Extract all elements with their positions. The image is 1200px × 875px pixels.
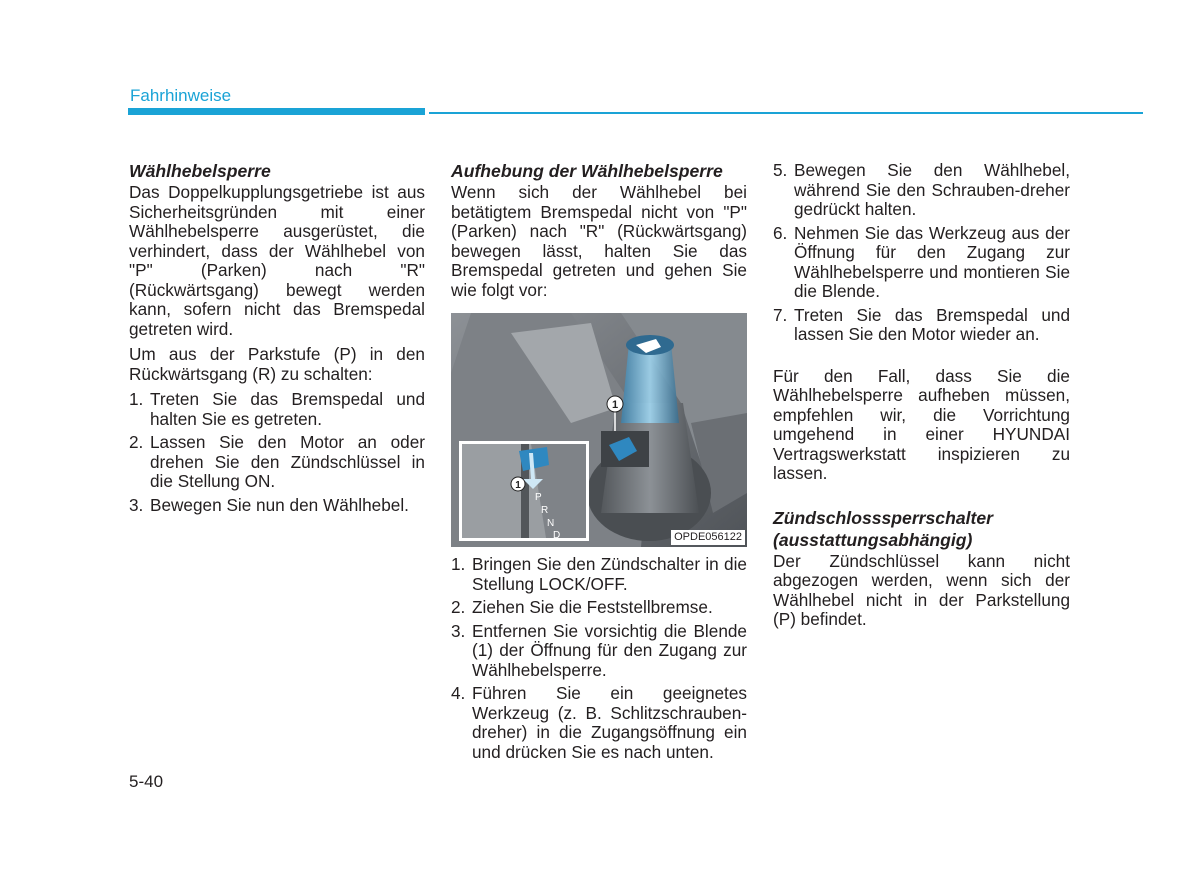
column-middle <box>451 161 747 766</box>
figure-code: OPDE056122 <box>671 530 745 545</box>
steps-list-3 <box>773 161 1070 345</box>
column-left <box>129 161 425 519</box>
list-item: 2. Ziehen Sie die Feststellbremse. <box>451 597 713 617</box>
steps-list-1 <box>129 390 425 515</box>
list-item: 1. Bringen Sie den Zündschalter in die Stellung LOCK/OFF. <box>451 554 747 594</box>
paragraph-note: Für den Fall, dass Sie die Wählhebelsperre aufheben müssen, empfehlen wir, die Vorrichtung umgehend in einer HYUNDAI Vertragswerkstatt inspizieren zu lassen. <box>773 365 1070 483</box>
heading-zuendschloss: Zündschlosssperrschalter <box>773 507 993 528</box>
header-rule <box>429 112 1143 114</box>
callout-main: 1 <box>611 399 619 411</box>
paragraph-zuendschloss: Der Zündschlüssel kann nicht abgezogen werden, wenn sich der Wählhebel nicht in der Parkstellung (P) befindet. <box>773 550 1070 629</box>
steps-list-2 <box>451 555 747 762</box>
list-item: 2. Lassen Sie den Motor an oder drehen Sie den Zündschlüssel in die Stellung ON. <box>129 432 425 491</box>
gear-lever-illustration <box>451 313 747 547</box>
paragraph-aufhebung-intro: Wenn sich der Wählhebel bei betätigtem Bremspedal nicht von "P" (Parken) nach "R" (Rückwärtsgang) bewegen lässt, halten Sie das Bremspedal getreten und gehen Sie wie folgt vor: <box>451 182 747 300</box>
gear-letter-n: N <box>547 518 555 529</box>
paragraph-intro: Das Doppelkupplungsgetriebe ist aus Sicherheitsgründen mit einer Wählhebelsperre ausgerüstet, die verhindert, dass der Wählhebel von "P" (Parken) nach "R" (Rückwärtsgang) bewegt werden kann, sofern nicht das Bremspedal getreten wird. <box>129 182 425 339</box>
heading-wahlhebelsperre: Wählhebelsperre <box>129 161 271 181</box>
section-title: Fahrhinweise <box>130 86 232 105</box>
callout-inset: 1 <box>515 480 521 491</box>
gear-letter-d: D <box>553 530 561 541</box>
list-item: 6. Nehmen Sie das Werkzeug aus der Öffnung für den Zugang zur Wählhebelsperre und montieren Sie die Blende. <box>773 222 1070 301</box>
column-right <box>773 161 1070 636</box>
paragraph-instruction: Um aus der Parkstufe (P) in den Rückwärtsgang (R) zu schalten: <box>129 344 425 384</box>
gear-letter-r: R <box>541 505 549 516</box>
list-item: 7. Treten Sie das Bremspedal und lassen Sie den Motor wieder an. <box>773 304 1070 344</box>
list-item: 3. Bewegen Sie nun den Wählhebel. <box>129 494 409 515</box>
list-item: 1. Treten Sie das Bremspedal und halten Sie es getreten. <box>129 389 425 429</box>
list-item: 5. Bewegen Sie den Wählhebel, während Sie den Schrauben-dreher gedrückt halten. <box>773 160 1070 219</box>
heading-zuendschloss-sub: (ausstattungsabhängig) <box>773 529 973 550</box>
gear-letter-p: P <box>535 492 542 503</box>
list-item: 4. Führen Sie ein geeignetes Werkzeug (z. B. Schlitzschrauben-dreher) in die Zugangsöffnung ein und drücken Sie es nach unten. <box>451 683 747 762</box>
page-number: 5-40 <box>129 772 164 791</box>
header-bar-accent <box>128 108 425 115</box>
list-item: 3. Entfernen Sie vorsichtig die Blende (1) der Öffnung für den Zugang zur Wählhebelsperre. <box>451 620 747 680</box>
gear-lever-drawing <box>451 313 747 547</box>
heading-aufhebung: Aufhebung der Wählhebelsperre <box>451 161 723 181</box>
